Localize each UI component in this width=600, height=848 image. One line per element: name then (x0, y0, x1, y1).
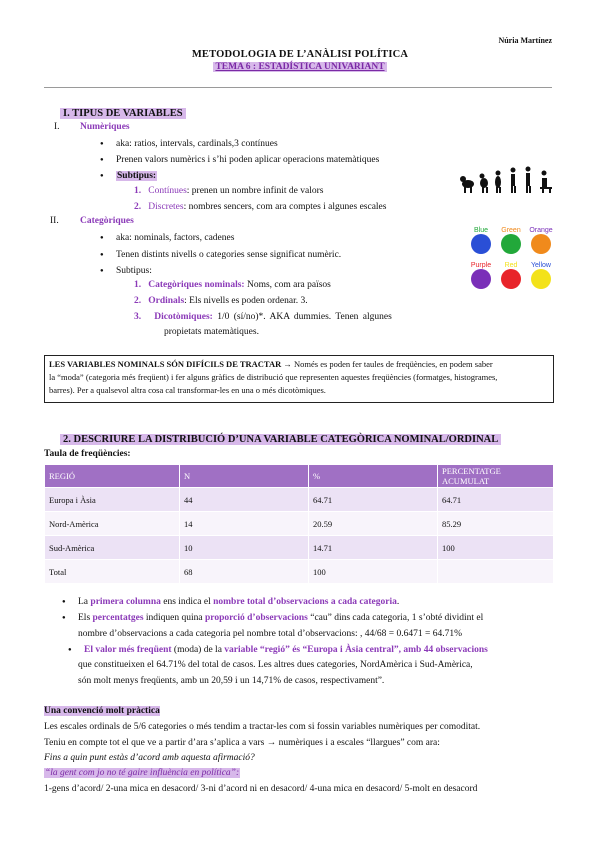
list-item (78, 597, 399, 607)
table-header-row (45, 465, 554, 488)
arrow: → (266, 738, 277, 748)
item-desc: : Els nivells es poden ordenar. 3. (184, 296, 308, 306)
table-cell: 68 (180, 560, 309, 584)
list-item: ● Tenen distints nivells o categories sense significat numèric. (116, 250, 341, 260)
color-swatch (531, 234, 551, 254)
table-cell: Total (45, 560, 180, 584)
highlight: percentatges (92, 613, 144, 623)
item-term: Dicotòmiques: (154, 312, 213, 322)
convencio-heading (44, 706, 160, 716)
note-line-3: barres). Per a qualsevol altra cosa cal transformar-les en una o més dicotòmiques. (49, 385, 326, 395)
column-header: % (309, 465, 438, 488)
list-item-continuation: que constitueixen el 64.71% del total de casos. Les altres dues categories, NordAmèrica i Sud-Amèrica, (78, 660, 473, 670)
text: (moda) de la (171, 645, 225, 655)
table-cell: 64.71 (438, 488, 554, 512)
paragraph (44, 738, 440, 748)
column-header: PERCENTATGE ACUMULAT (438, 465, 554, 488)
list-item-continuation: propietats matemàtiques. (164, 327, 259, 337)
note-arrow: → (281, 359, 294, 369)
table-cell: 64.71 (309, 488, 438, 512)
text: ens indica el (160, 597, 214, 607)
scale-options: 1-gens d’acord/ 2-una mica en desacord/ 3-ni d’acord ni en desacord/ 4-una mica en desacord/ 5-molt en desacord (44, 784, 478, 794)
text: Els (78, 613, 93, 623)
item-term: Ordinals (148, 296, 185, 306)
quote-text: “la gent com jo no té gaire influència en política”: (45, 768, 240, 778)
document-subtitle (0, 62, 600, 72)
item-number: 2. (134, 202, 142, 212)
text: “cau” dins cada categoria, 1 s’obté dividint el (307, 613, 484, 623)
item-number: 2. (134, 296, 142, 306)
list-item (134, 202, 386, 212)
color-swatch (471, 234, 491, 254)
table-cell: Sud-Amèrica (45, 536, 180, 560)
list-item: ● aka: nominals, factors, cadenes (116, 233, 234, 243)
color-label: Yellow (531, 262, 551, 269)
table-row (45, 536, 554, 560)
item-number: 1. (134, 280, 142, 290)
color-swatch (501, 269, 521, 289)
subtitle-highlight: TEMA 6 : ESTADÍSTICA UNIVARIANT (215, 62, 385, 72)
note-text: Només es poden fer taules de freqüències, en podem saber (294, 359, 493, 369)
table-title: Taula de freqüències: (44, 449, 131, 459)
table-cell: Europa i Àsia (45, 488, 180, 512)
text: indiquen quina (143, 613, 206, 623)
color-swatch (501, 234, 521, 254)
list-item-continuation: nombre d’observacions a cada categoria pel nombre total d’observacions: , 44/68 = 0.6471 = 64.71% (78, 629, 463, 639)
item-term: Discretes (148, 202, 184, 212)
quote (44, 768, 240, 778)
highlight: El valor més freqüent (84, 645, 172, 655)
list-item: ● Subtipus: (116, 266, 152, 276)
text: . (396, 597, 400, 607)
item-term: Categòriques nominals: (148, 280, 245, 290)
note-line-1 (49, 358, 549, 371)
table-cell: Nord-Amèrica (45, 512, 180, 536)
color-swatch (471, 269, 491, 289)
highlight: primera columna (90, 597, 161, 607)
text: La (78, 597, 91, 607)
item-number: 3. (134, 312, 142, 322)
color-label: Orange (529, 227, 553, 234)
item-desc: Noms, com ara països (244, 280, 331, 290)
list-item (84, 645, 488, 655)
item-desc: : nombres sencers, com ara comptes i algunes escales (183, 202, 387, 212)
header-divider (44, 87, 552, 88)
table-cell: 44 (180, 488, 309, 512)
table-row (45, 512, 554, 536)
colors-figure (466, 222, 556, 298)
table-cell: 20.59 (309, 512, 438, 536)
categoriques-label: Categòriques (80, 216, 134, 226)
table-cell: 10 (180, 536, 309, 560)
text: Teniu en compte tot el que ve a partir d’ara s’aplica a vars (44, 738, 267, 748)
table-row (45, 488, 554, 512)
list-item (78, 613, 483, 623)
item-desc: : prenen un nombre infinit de valors (186, 186, 324, 196)
section-1-heading-text: I. TIPUS DE VARIABLES (60, 108, 186, 119)
table-cell (438, 560, 554, 584)
author-name: Núria Martínez (498, 36, 552, 45)
color-label: Purple (470, 262, 492, 269)
color-label: Red (504, 262, 518, 269)
table-cell: 100 (438, 536, 554, 560)
section-1-heading (60, 108, 186, 119)
column-header: N (180, 465, 309, 488)
item-number: 1. (134, 186, 142, 196)
color-label: Blue (473, 227, 489, 234)
list-item-continuation: són molt menys freqüents, amb un 20,59 i un 14,71% de casos, respectivament”. (78, 676, 385, 686)
table-cell: 85.29 (438, 512, 554, 536)
evolution-silhouettes-icon (460, 166, 560, 194)
frequency-table (44, 464, 554, 584)
section-2-heading (60, 434, 501, 445)
table-cell: 14.71 (309, 536, 438, 560)
colors-figure-svg (466, 222, 556, 298)
roman-i: I. (54, 122, 60, 132)
list-item (134, 296, 308, 306)
section-2-heading-text: 2. DESCRIURE LA DISTRIBUCIÓ D’UNA VARIABLE CATEGÒRICA NOMINAL/ORDINAL (60, 434, 501, 445)
item-term: Contínues (148, 186, 187, 196)
highlight: nombre total d’observacions a cada categoria (213, 597, 397, 607)
item-desc: 1/0 (sí/no)*. AKA dummies. Tenen algunes (212, 312, 392, 322)
roman-ii: II. (50, 216, 59, 226)
list-item: ● Prenen valors numèrics i s’hi poden aplicar operacions matemàtiques (116, 155, 379, 165)
document-title: METODOLOGIA DE L’ANÀLISI POLÍTICA (191, 49, 409, 60)
list-item (134, 186, 323, 196)
convencio-heading-text: Una convenció molt pràctica (44, 706, 160, 716)
table-cell: 14 (180, 512, 309, 536)
highlight: proporció d’observacions (205, 613, 308, 623)
question: Fins a quin punt estàs d’acord amb aquesta afirmació? (44, 753, 255, 763)
paragraph: Les escales ordinals de 5/6 categories o més tendim a tractar-les com si fossin variables numèriques per comoditat. (44, 722, 481, 732)
numeriques-label: Numèriques (80, 122, 130, 132)
list-item: ● aka: ratios, intervals, cardinals,3 contínues (116, 139, 278, 149)
table-cell: 100 (309, 560, 438, 584)
subtipus-label: Subtipus: (117, 171, 157, 181)
nominal-variables-note (44, 355, 554, 403)
column-header: REGIÓ (45, 465, 180, 488)
color-label: Green (501, 227, 521, 234)
note-bold: LES VARIABLES NOMINALS SÓN DIFÍCILS DE TRACTAR (49, 359, 282, 369)
list-item (134, 280, 331, 290)
list-item (134, 312, 392, 322)
color-swatch (531, 269, 551, 289)
text: numèriques i a escales “llargues” com ara: (276, 738, 440, 748)
note-line-2: la “moda” (categoria més freqüent) i fer alguns gràfics de distribució que representen aquestes freqüències (formatges, histogrames, (49, 372, 498, 382)
table-row (45, 560, 554, 584)
highlight: variable “regió” és “Europa i Àsia central”, amb 44 observacions (224, 645, 488, 655)
list-item (116, 171, 157, 181)
